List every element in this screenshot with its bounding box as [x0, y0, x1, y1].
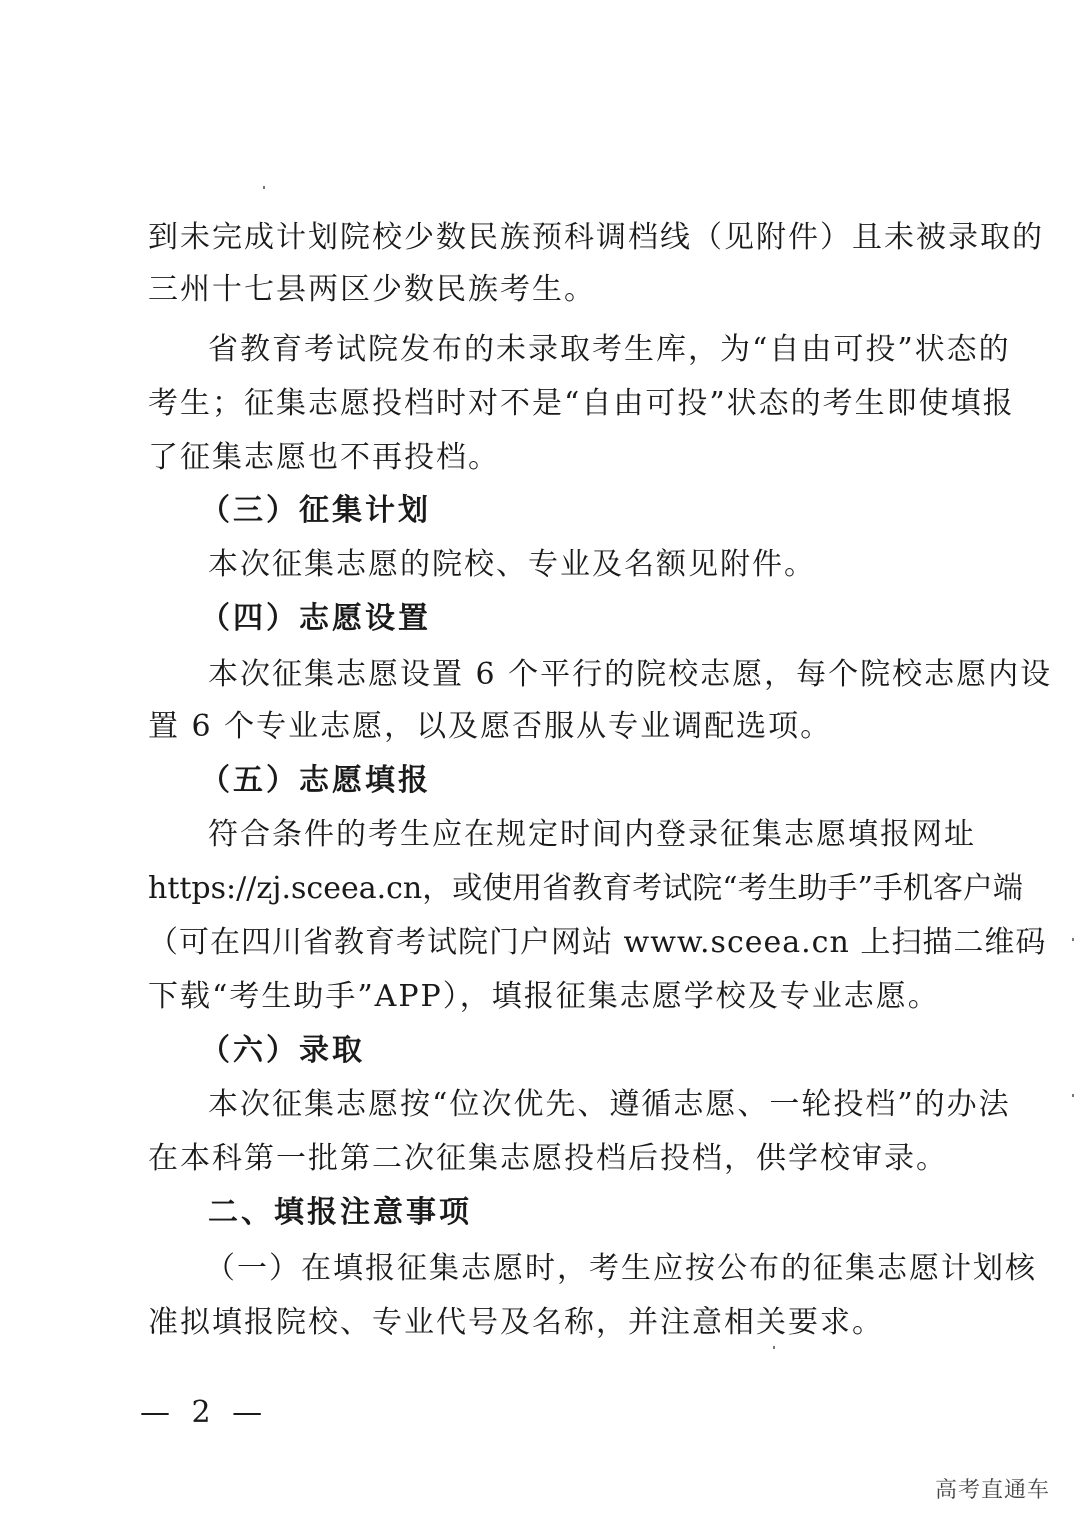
section-heading: （六）录取: [200, 1033, 365, 1068]
scan-speck: [1072, 938, 1074, 941]
paragraph-line: 本次征集志愿的院校、专业及名额见附件。: [208, 547, 816, 582]
page-number: — 2 —: [140, 1395, 269, 1430]
paragraph-line: 了征集志愿也不再投档。: [148, 440, 500, 475]
section-heading: （四）志愿设置: [200, 601, 431, 636]
paragraph-line: 本次征集志愿设置 6 个平行的院校志愿，每个院校志愿内设: [208, 657, 1053, 692]
paragraph-line: 准拟填报院校、专业代号及名称，并注意相关要求。: [148, 1305, 884, 1340]
watermark: 高考直通车: [934, 1478, 1050, 1503]
paragraph-line: （一）在填报征集志愿时，考生应按公布的征集志愿计划核: [205, 1251, 1037, 1286]
paragraph-line: 省教育考试院发布的未录取考生库，为“自由可投”状态的: [208, 332, 1011, 367]
paragraph-line: 置 6 个专业志愿，以及愿否服从专业调配选项。: [148, 709, 833, 744]
paragraph-line: 考生；征集志愿投档时对不是“自由可投”状态的考生即使填报: [148, 386, 1015, 421]
paragraph-line: 本次征集志愿按“位次优先、遵循志愿、一轮投档”的办法: [208, 1087, 1011, 1122]
section-heading: （五）志愿填报: [200, 763, 431, 798]
paragraph-line: 到未完成计划院校少数民族预科调档线（见附件）且未被录取的: [148, 220, 1044, 255]
paragraph-line: 下载“考生助手”APP），填报征集志愿学校及专业志愿。: [148, 979, 940, 1014]
paragraph-line: 三州十七县两区少数民族考生。: [148, 272, 596, 307]
paragraph-line: （可在四川省教育考试院门户网站 www.sceea.cn 上扫描二维码: [148, 925, 1047, 960]
scan-speck: [263, 186, 265, 189]
paragraph-line: 符合条件的考生应在规定时间内登录征集志愿填报网址: [208, 817, 976, 852]
main-heading: 二、填报注意事项: [208, 1195, 472, 1230]
paragraph-line: 在本科第一批第二次征集志愿投档后投档，供学校审录。: [148, 1141, 948, 1176]
scan-speck: [1072, 1094, 1074, 1097]
scan-speck: [773, 1346, 775, 1349]
paragraph-line: https://zj.sceea.cn，或使用省教育考试院“考生助手”手机客户端: [148, 871, 1023, 906]
section-heading: （三）征集计划: [200, 493, 431, 528]
